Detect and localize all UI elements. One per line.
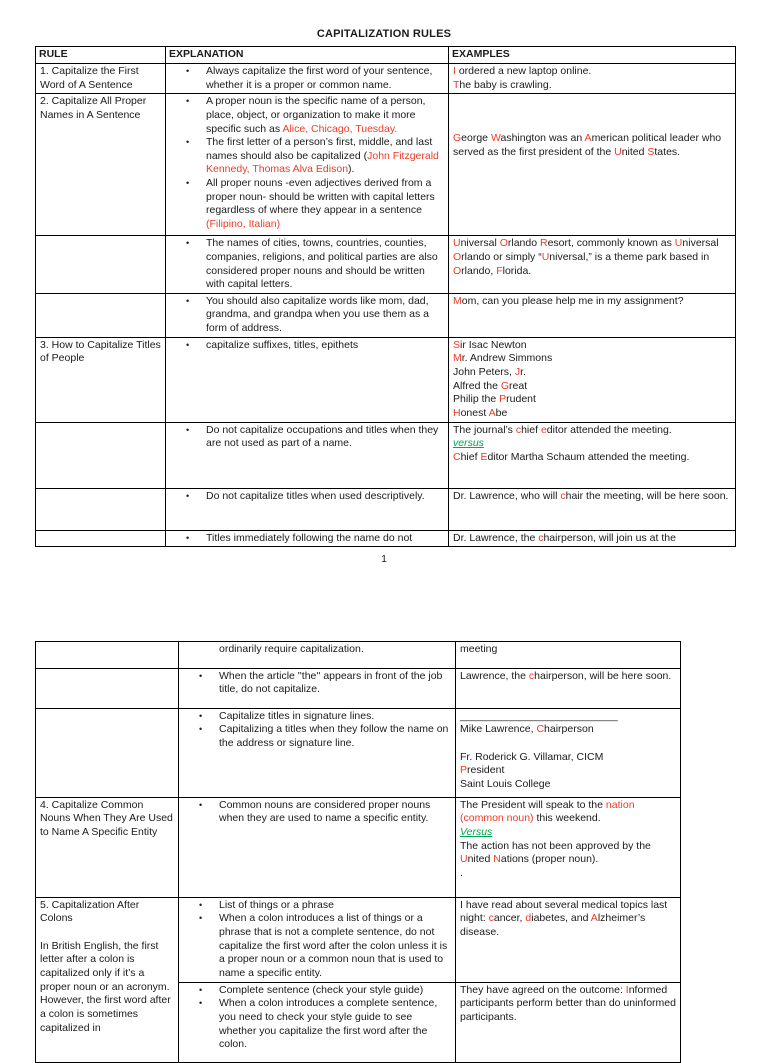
- text-segment: iabetes, and: [531, 912, 591, 925]
- examples-cell: [449, 488, 736, 530]
- rule-cell: [36, 94, 166, 236]
- text-segment: hairperson: [544, 723, 594, 736]
- bullet-icon: •: [186, 532, 190, 543]
- red-highlight-text: c: [528, 669, 535, 682]
- red-highlight-text: S: [647, 145, 655, 158]
- text-segment: Dr. Lawrence, who will: [453, 489, 561, 502]
- example-line: [460, 710, 676, 724]
- table-row: [36, 897, 681, 982]
- bullet-icon: •: [186, 295, 190, 306]
- red-highlight-text: U: [460, 853, 468, 866]
- rule-paragraph: 3. How to Capitalize Titles of People: [40, 338, 161, 365]
- text-segment: ).: [348, 163, 355, 176]
- table-body-page1: [36, 63, 736, 546]
- explanation-cell: [166, 94, 449, 236]
- versus-text: Versus: [460, 826, 493, 839]
- text-segment: ir Isac Newton: [460, 338, 527, 351]
- versus-text: versus: [453, 437, 484, 450]
- rule-paragraph: In British English, the first letter after a colon is capitalized only if it’s a proper noun or an acronym. However, the first word after a colon is sometimes capitalized in: [40, 939, 171, 1034]
- text-segment: hair the meeting, will be here soon.: [565, 489, 729, 502]
- red-highlight-text: I: [453, 64, 456, 77]
- example-line: [460, 867, 676, 881]
- text-segment: Dr. Lawrence, the: [453, 531, 539, 544]
- bullet-icon: •: [199, 913, 203, 924]
- capitalization-rules-table-page1: [35, 46, 736, 547]
- page-number: 1: [381, 553, 387, 566]
- text-segment: resident: [467, 764, 505, 777]
- bullet-item: [183, 984, 451, 998]
- red-highlight-text: O: [499, 237, 508, 250]
- red-highlight-text: J: [514, 365, 521, 378]
- examples-cell: [449, 236, 736, 294]
- red-highlight-text: C: [536, 723, 545, 736]
- text-segment: All proper nouns -even adjectives derived from a proper noun- should be written with capital letters regardless of where they appear in a sentence: [206, 177, 435, 217]
- rule-paragraph: 4. Capitalize Common Nouns When They Are Used to Name A Specific Entity: [40, 798, 173, 839]
- bullet-item: [170, 237, 444, 292]
- text-segment: hairperson, will be here soon.: [534, 669, 672, 682]
- red-highlight-text: John Fitzgerald Kennedy, Thomas Alva Edison: [206, 149, 439, 176]
- rule-paragraph: 5. Capitalization After Colons: [40, 898, 140, 925]
- table-row: [36, 293, 736, 337]
- example-line: [460, 751, 676, 765]
- bullet-item: [170, 177, 444, 232]
- text-segment: hief: [521, 423, 541, 436]
- table-body-page2: [36, 641, 681, 1062]
- text-segment: The action has not been approved by the: [460, 839, 651, 852]
- text-segment: ordered a new laptop online.: [455, 64, 592, 77]
- rule-paragraph: [40, 926, 174, 940]
- bullet-text: [219, 912, 451, 980]
- text-segment: Common nouns are considered proper nouns when they are used to name a specific entity.: [219, 798, 431, 825]
- explanation-cell: [166, 488, 449, 530]
- bullet-text: [219, 670, 451, 697]
- text-segment: Fr. Roderick G. Villamar, CICM: [460, 750, 604, 763]
- text-segment: capitalize suffixes, titles, epithets: [206, 338, 359, 351]
- bullet-text: [219, 997, 451, 1052]
- rule-cell: [36, 530, 166, 547]
- bullet-text: [206, 237, 444, 292]
- table-row: [36, 668, 681, 708]
- text-segment: The first letter of a person’s first, middle, and last names should also be capitalized (: [206, 136, 433, 162]
- red-highlight-text: W: [490, 132, 501, 145]
- red-highlight-text: O: [453, 250, 462, 263]
- explanation-text: [183, 643, 451, 657]
- bullet-item: [170, 95, 444, 136]
- table-header: [36, 47, 736, 64]
- text-segment: niversal: [682, 237, 719, 250]
- examples-cell: [456, 897, 681, 982]
- explanation-cell: [166, 293, 449, 337]
- text-segment: Do not capitalize titles when used descriptively.: [206, 489, 425, 502]
- example-line: [453, 424, 731, 438]
- text-segment: nited: [467, 853, 494, 866]
- text-segment: A proper noun is the specific name of a person, place, object, or organization to make it more specific such as: [206, 95, 426, 135]
- bullet-icon: •: [186, 238, 190, 249]
- text-segment: Philip the: [453, 393, 500, 406]
- bullet-item: [170, 295, 444, 336]
- bullet-icon: •: [199, 670, 203, 681]
- text-segment: r. Andrew Simmons: [461, 352, 553, 365]
- example-line: [460, 723, 676, 737]
- explanation-cell: [179, 797, 456, 897]
- example-line: [460, 643, 676, 657]
- explanation-cell: [179, 668, 456, 708]
- bullet-icon: •: [186, 178, 190, 189]
- example-line: [460, 670, 676, 684]
- red-highlight-text: A: [488, 406, 496, 419]
- red-highlight-text: G: [500, 379, 510, 392]
- text-segment: be: [495, 406, 508, 419]
- rule-paragraph: 1. Capitalize the First Word of A Sentence: [40, 64, 139, 91]
- text-segment: Capitalizing a titles when they follow the name on the address or signature line.: [219, 723, 449, 750]
- column-header-rule: RULE: [36, 47, 166, 64]
- text-segment: The President will speak to the: [460, 798, 606, 811]
- red-highlight-text: d: [525, 912, 532, 925]
- text-segment: List of things or a phrase: [219, 898, 334, 911]
- text-segment: Mike Lawrence,: [460, 723, 537, 736]
- text-segment: They have agreed on the outcome:: [460, 983, 626, 996]
- rule-cell: [36, 708, 179, 797]
- examples-cell: [456, 708, 681, 797]
- bullet-icon: •: [186, 490, 190, 501]
- text-segment: ditor attended the meeting.: [546, 423, 672, 436]
- red-highlight-text: M: [453, 294, 462, 307]
- red-highlight-text: U: [614, 145, 622, 158]
- example-line: [453, 490, 731, 504]
- explanation-cell: [166, 337, 449, 422]
- examples-cell: [449, 530, 736, 547]
- examples-cell: [449, 63, 736, 93]
- red-highlight-text: M: [453, 352, 462, 365]
- bullet-text: [206, 295, 444, 336]
- red-highlight-text: c: [488, 912, 494, 925]
- text-segment: Always capitalize the first word of your sentence, whether it is a proper or common name.: [206, 64, 433, 91]
- rule-cell: [36, 293, 166, 337]
- example-line: [460, 826, 676, 840]
- bullet-text: [206, 136, 444, 177]
- example-line: [453, 295, 731, 309]
- bullet-icon: •: [199, 998, 203, 1009]
- capitalization-rules-table-page2: [35, 641, 681, 1063]
- bullet-text: [219, 710, 451, 724]
- example-line: [453, 380, 731, 394]
- bullet-text: [206, 532, 444, 546]
- text-segment: You should also capitalize words like mom, dad, grandma, and grandpa when you use them as a form of address.: [206, 294, 429, 335]
- text-segment: .: [460, 867, 463, 880]
- text-segment: lorida.: [502, 264, 532, 277]
- example-line: [453, 339, 731, 353]
- bullet-item: [170, 532, 444, 546]
- red-highlight-text: F: [496, 264, 503, 277]
- rule-cell: [36, 63, 166, 93]
- text-segment: meeting: [460, 642, 498, 655]
- red-highlight-text: Alice, Chicago, Tuesday.: [282, 122, 398, 135]
- table-row: [36, 797, 681, 897]
- bullet-item: [183, 799, 451, 826]
- examples-cell: [449, 337, 736, 422]
- example-line: [460, 799, 676, 826]
- text-segment: ordinarily require capitalization.: [219, 642, 364, 655]
- bullet-text: [206, 95, 444, 136]
- bullet-item: [170, 424, 444, 451]
- red-highlight-text: C: [453, 450, 461, 463]
- example-line: [453, 407, 731, 421]
- example-line: [460, 737, 676, 751]
- red-highlight-text: H: [453, 406, 461, 419]
- bullet-icon: •: [199, 799, 203, 810]
- bullet-text: [219, 723, 451, 750]
- red-highlight-text: I: [625, 983, 629, 996]
- bullet-icon: •: [186, 65, 190, 76]
- table-row: [36, 708, 681, 797]
- table-row: [36, 337, 736, 422]
- explanation-cell: [166, 236, 449, 294]
- text-segment: r.: [520, 365, 526, 378]
- examples-cell: [456, 641, 681, 668]
- rule-cell: [36, 236, 166, 294]
- bullet-text: [206, 339, 444, 353]
- text-segment: [460, 737, 463, 749]
- bullet-item: [170, 65, 444, 92]
- rule-cell: [36, 488, 166, 530]
- text-segment: I have read about several medical topics last night:: [460, 898, 668, 925]
- explanation-cell: [179, 982, 456, 1062]
- red-highlight-text: N: [493, 853, 501, 866]
- bullet-icon: •: [186, 339, 190, 350]
- red-highlight-text: nation (common noun): [460, 798, 635, 825]
- bullet-item: [170, 339, 444, 353]
- explanation-cell: [166, 63, 449, 93]
- example-line: [453, 352, 731, 366]
- text-segment: onest: [460, 406, 489, 419]
- bullet-icon: •: [199, 710, 203, 721]
- example-line: [460, 840, 676, 867]
- example-line: [453, 451, 731, 465]
- example-line: [460, 778, 676, 792]
- example-line: [460, 764, 676, 778]
- rule-cell: [36, 797, 179, 897]
- text-segment: When a colon introduces a complete sentence, you need to check your style guide to see whether you capitalize the first word after the colon.: [219, 997, 438, 1051]
- rule-cell: [36, 668, 179, 708]
- examples-cell: [456, 668, 681, 708]
- red-highlight-text: c: [538, 531, 544, 544]
- column-header-explanation: EXPLANATION: [166, 47, 449, 64]
- bullet-text: [206, 424, 444, 451]
- bullet-item: [183, 723, 451, 750]
- text-segment: ditor Martha Schaum attended the meeting.: [487, 450, 690, 463]
- table-row: [36, 422, 736, 488]
- table-row: [36, 63, 736, 93]
- examples-cell: [449, 94, 736, 236]
- bullet-text: [219, 799, 451, 826]
- bullet-text: [206, 65, 444, 92]
- example-line: [460, 899, 676, 940]
- text-segment: this weekend.: [533, 812, 601, 825]
- red-highlight-text: U: [541, 250, 550, 263]
- text-segment: merican political leader who served as the first president of the: [453, 132, 722, 158]
- red-highlight-text: O: [453, 264, 462, 277]
- bullet-icon: •: [186, 424, 190, 435]
- bullet-item: [183, 899, 451, 913]
- text-segment: niversal,” is a theme park based in: [549, 250, 710, 263]
- explanation-cell: [179, 708, 456, 797]
- red-highlight-text: P: [460, 764, 468, 777]
- rule-cell: [36, 337, 166, 422]
- text-segment: hairperson, will join us at the: [543, 531, 676, 544]
- bullet-icon: •: [199, 724, 203, 735]
- text-segment: Lawrence, the: [460, 669, 529, 682]
- red-highlight-text: E: [480, 450, 488, 463]
- text-segment: niversal: [460, 237, 500, 250]
- text-segment: Alfred the: [453, 379, 501, 392]
- example-line: [453, 79, 731, 93]
- rule-cell: [36, 641, 179, 668]
- bullet-icon: •: [186, 137, 190, 148]
- document-title: CAPITALIZATION RULES: [316, 28, 452, 40]
- header-row: [36, 47, 736, 64]
- column-header-examples: EXAMPLES: [449, 47, 736, 64]
- bullet-icon: •: [199, 899, 203, 910]
- example-line: [453, 237, 731, 278]
- bullet-item: [183, 912, 451, 980]
- bullet-item: [183, 997, 451, 1052]
- rule-paragraph: 2. Capitalize All Proper Names in A Sentence: [40, 95, 147, 121]
- bullet-item: [183, 670, 451, 697]
- text-segment: hief: [460, 450, 481, 463]
- text-segment: Complete sentence (check your style guide): [219, 983, 424, 996]
- red-highlight-text: U: [453, 237, 461, 250]
- bullet-item: [170, 490, 444, 504]
- text-segment: ancer,: [493, 912, 526, 925]
- examples-cell: [449, 293, 736, 337]
- text-segment: Do not capitalize occupations and titles when they are not used as part of a name.: [206, 423, 439, 450]
- bullet-text: [219, 984, 451, 998]
- bullet-text: [206, 490, 444, 504]
- text-segment: Capitalize titles in signature lines.: [219, 709, 375, 722]
- example-line: [453, 532, 731, 546]
- red-highlight-text: T: [453, 78, 460, 91]
- table-row: [36, 94, 736, 236]
- red-highlight-text: S: [453, 338, 461, 351]
- text-segment: John Peters,: [453, 365, 515, 378]
- text-segment: Titles immediately following the name do not: [206, 531, 413, 544]
- text-segment: rlando or simply “: [461, 250, 542, 263]
- red-highlight-text: P: [499, 393, 507, 406]
- bullet-icon: •: [186, 96, 190, 107]
- bullet-text: [219, 899, 451, 913]
- table-row: [36, 488, 736, 530]
- examples-cell: [456, 982, 681, 1062]
- text-segment: reat: [509, 379, 528, 392]
- rule-cell: [36, 897, 179, 1062]
- table-row: [36, 530, 736, 547]
- text-segment: The names of cities, towns, countries, counties, companies, religions, and political parties are also considered proper nouns and should be written with capital letters.: [206, 237, 438, 291]
- text-segment: tates.: [654, 145, 681, 158]
- red-highlight-text: A: [590, 912, 598, 925]
- explanation-cell: [166, 530, 449, 547]
- text-segment: nformed participants perform better than do uninformed participants.: [460, 983, 676, 1023]
- examples-cell: [449, 422, 736, 488]
- text-segment: nited: [621, 145, 648, 158]
- text-segment: When the article ''the'' appears in front of the job title, do not capitalize.: [219, 669, 443, 696]
- red-highlight-text: (Filipino, Italian): [206, 217, 281, 230]
- table-row: [36, 236, 736, 294]
- red-highlight-text: e: [540, 423, 547, 436]
- red-highlight-text: c: [515, 423, 522, 436]
- red-highlight-text: G: [453, 132, 462, 145]
- text-segment: rlando,: [461, 264, 497, 277]
- text-segment: rlando: [507, 237, 540, 250]
- example-line: [453, 366, 731, 380]
- table-row: [36, 641, 681, 668]
- text-segment: rudent: [506, 393, 536, 406]
- text-segment: ___________________________: [460, 709, 618, 722]
- example-line: [453, 65, 731, 79]
- text-segment: lzheimer’s disease.: [460, 912, 646, 939]
- text-segment: When a colon introduces a list of things or a phrase that is not a complete sentence, do not capitalize the first word after the colon unless it is a proper noun or a common noun that is used to name a specific entity.: [219, 912, 448, 980]
- bullet-item: [183, 710, 451, 724]
- bullet-text: [206, 177, 444, 232]
- explanation-cell: [179, 641, 456, 668]
- example-line: [453, 132, 731, 159]
- explanation-cell: [179, 897, 456, 982]
- red-highlight-text: R: [539, 237, 548, 250]
- bullet-item: [170, 136, 444, 177]
- rule-cell: [36, 422, 166, 488]
- red-highlight-text: U: [674, 237, 683, 250]
- examples-cell: [456, 797, 681, 897]
- explanation-cell: [166, 422, 449, 488]
- text-segment: he baby is crawling.: [459, 78, 552, 91]
- text-segment: eorge: [461, 132, 491, 145]
- red-highlight-text: A: [584, 132, 592, 145]
- example-line: [453, 393, 731, 407]
- text-segment: The journal’s: [453, 423, 516, 436]
- text-segment: ashington was an: [500, 132, 585, 145]
- example-line: [453, 437, 731, 451]
- text-segment: Saint Louis College: [460, 778, 551, 791]
- text-segment: om, can you please help me in my assignment?: [461, 294, 684, 307]
- text-segment: esort, commonly known as: [547, 237, 675, 250]
- red-highlight-text: c: [560, 489, 566, 502]
- text-segment: ations (proper noun).: [500, 853, 599, 866]
- example-line: [460, 984, 676, 1025]
- bullet-icon: •: [199, 984, 203, 995]
